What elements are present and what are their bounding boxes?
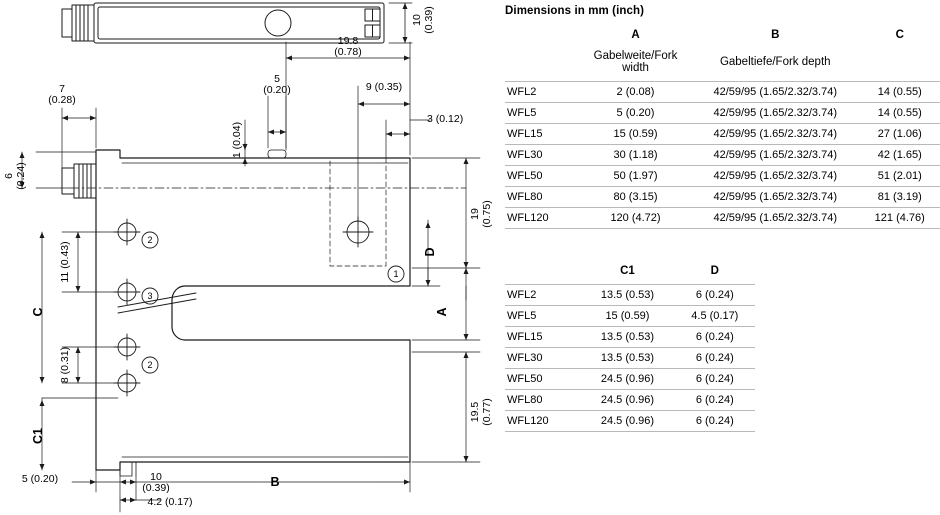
table2-r2-c1: 13.5 (0.53) [580, 327, 674, 348]
table2-r3-c2: 6 (0.24) [675, 348, 755, 369]
dim-6 [20, 152, 97, 188]
table2-r6-c0: WFL120 [505, 411, 580, 432]
dimensions-table-abc [505, 27, 940, 229]
dim-label-42: 4.2 (0.17) [147, 496, 193, 508]
table1-r4-c2: 42/59/95 (1.65/2.32/3.74) [691, 166, 860, 187]
dim-label-top-height-inch: (0.39) [423, 6, 435, 34]
table1-r1-c3: 14 (0.55) [860, 103, 940, 124]
table-row [505, 306, 755, 327]
table-row [505, 369, 755, 390]
table1-r3-c3: 42 (1.65) [860, 145, 940, 166]
callout-2a: 2 [147, 235, 153, 245]
dim-label-7-inch: (0.28) [48, 94, 76, 106]
table1-col2-subheader: Gabeltiefe/Fork depth [719, 56, 831, 68]
table1-r5-c0: WFL80 [505, 187, 580, 208]
table1-r2-c3: 27 (1.06) [860, 124, 940, 145]
top-view-connector [62, 5, 94, 41]
table1-r2-c0: WFL15 [505, 124, 580, 145]
table1-r0-c2: 42/59/95 (1.65/2.32/3.74) [691, 82, 860, 103]
dim-label-11: 11 (0.43) [59, 241, 71, 283]
dim-label-3: 3 (0.12) [427, 113, 464, 125]
dim-1 [243, 120, 248, 166]
callout-3: 3 [147, 291, 153, 301]
table1-r3-c2: 42/59/95 (1.65/2.32/3.74) [691, 145, 860, 166]
dim-label-top-height: 10 [411, 14, 423, 26]
table1-r4-c3: 51 (2.01) [860, 166, 940, 187]
table1-r2-c1: 15 (0.59) [580, 124, 691, 145]
table2-r3-c1: 13.5 (0.53) [580, 348, 674, 369]
dim-label-6-inch: (0.24) [15, 162, 27, 190]
bottom-detail [120, 462, 136, 476]
table1-r5-c2: 42/59/95 (1.65/2.32/3.74) [691, 187, 860, 208]
table1-header-row [505, 27, 940, 48]
table-gap [505, 229, 940, 263]
table1-col1-subheader: Gabelweite/Fork width [593, 50, 678, 74]
table-row [505, 208, 940, 229]
fork-slit-marks [118, 293, 196, 313]
table2-r0-c0: WFL2 [505, 285, 580, 306]
table2-r5-c2: 6 (0.24) [675, 390, 755, 411]
table1-col2-header: B [771, 29, 780, 41]
dim-198 [286, 42, 410, 155]
dim-label-6: 6 [3, 173, 15, 179]
dim-label-C: C [31, 307, 45, 317]
table-row [505, 187, 940, 208]
table1-col0-subheader [505, 48, 580, 82]
dim-label-D: D [423, 247, 437, 257]
dim-label-198: 19.8 [337, 35, 359, 47]
table1-r0-c1: 2 (0.08) [580, 82, 691, 103]
table2-r6-c2: 6 (0.24) [675, 411, 755, 432]
table1-r1-c1: 5 (0.20) [580, 103, 691, 124]
table1-col1-header: A [631, 29, 640, 41]
dim-5b [268, 96, 286, 148]
table2-r2-c0: WFL15 [505, 327, 580, 348]
table2-r1-c1: 15 (0.59) [580, 306, 674, 327]
table2-r6-c1: 24.5 (0.96) [580, 411, 674, 432]
table1-r3-c0: WFL30 [505, 145, 580, 166]
dim-label-19: 19 [469, 208, 481, 220]
fork-inner-lines [122, 150, 408, 457]
dim-A [412, 268, 480, 340]
table2-r3-c0: WFL30 [505, 348, 580, 369]
table2-r0-c2: 6 (0.24) [675, 285, 755, 306]
dim-label-10-inch: (0.39) [142, 482, 170, 494]
table1-r6-c1: 120 (4.72) [580, 208, 691, 229]
table1-r5-c3: 81 (3.19) [860, 187, 940, 208]
dim-label-10: 10 [150, 471, 162, 483]
dim-10 [120, 476, 136, 500]
table2-col1-header: C1 [620, 265, 635, 277]
table-row [505, 411, 755, 432]
table2-r4-c1: 24.5 (0.96) [580, 369, 674, 390]
table-row [505, 124, 940, 145]
table2-r4-c2: 6 (0.24) [675, 369, 755, 390]
dim-3 [386, 120, 430, 158]
dimensions-table-c1d [505, 263, 755, 432]
table-row [505, 348, 755, 369]
table1-r2-c2: 42/59/95 (1.65/2.32/3.74) [691, 124, 860, 145]
table1-r6-c3: 121 (4.76) [860, 208, 940, 229]
table2-r5-c0: WFL80 [505, 390, 580, 411]
table1-col3-subheader [860, 48, 940, 82]
dim-label-5b: 5 [274, 73, 280, 85]
dim-label-195: 19.5 [469, 401, 481, 423]
table-row [505, 103, 940, 124]
table2-col0-header [505, 263, 580, 285]
dim-label-C1: C1 [31, 428, 45, 444]
table1-r4-c1: 50 (1.97) [580, 166, 691, 187]
table1-r6-c2: 42/59/95 (1.65/2.32/3.74) [691, 208, 860, 229]
dim-7 [62, 108, 96, 170]
table2-r1-c2: 4.5 (0.17) [675, 306, 755, 327]
table2-r1-c0: WFL5 [505, 306, 580, 327]
dim-C1 [40, 398, 119, 470]
table2-r2-c2: 6 (0.24) [675, 327, 755, 348]
table1-subheader-row [505, 48, 940, 82]
callout-1: 1 [393, 269, 399, 279]
dim-top-height [389, 3, 412, 43]
table2-r4-c0: WFL50 [505, 369, 580, 390]
front-view-connector [62, 164, 96, 198]
table1-r6-c0: WFL120 [505, 208, 580, 229]
fork-body-outline [96, 150, 410, 470]
table1-r0-c0: WFL2 [505, 82, 580, 103]
dimension-tables [505, 0, 940, 515]
table1-col0-header [505, 27, 580, 48]
table2-header-row [505, 263, 755, 285]
dim-label-B: B [270, 475, 280, 489]
tables-title: Dimensions in mm (inch) [505, 5, 645, 17]
dim-label-A: A [435, 307, 449, 317]
dim-label-19-inch: (0.75) [481, 200, 493, 228]
table1-r0-c3: 14 (0.55) [860, 82, 940, 103]
table-row [505, 145, 940, 166]
callout-markers [142, 232, 404, 373]
table1-r3-c1: 30 (1.18) [580, 145, 691, 166]
table-row [505, 82, 940, 103]
table1-r4-c0: WFL50 [505, 166, 580, 187]
callout-2b: 2 [147, 360, 153, 370]
dim-label-195-inch: (0.77) [481, 398, 493, 426]
table2-r5-c1: 24.5 (0.96) [580, 390, 674, 411]
dim-9 [358, 86, 410, 222]
dim-label-9: 9 (0.35) [365, 81, 403, 93]
dim-label-5a: 5 (0.20) [21, 473, 59, 485]
table2-r0-c1: 13.5 (0.53) [580, 285, 674, 306]
table1-r1-c2: 42/59/95 (1.65/2.32/3.74) [691, 103, 860, 124]
table1-r1-c0: WFL5 [505, 103, 580, 124]
dim-label-198-inch: (0.78) [334, 46, 362, 58]
dim-label-8: 8 (0.31) [59, 346, 71, 384]
table-row [505, 166, 940, 187]
dim-label-5b-inch: (0.20) [263, 84, 291, 96]
table-row [505, 327, 755, 348]
table-row [505, 285, 755, 306]
table1-r5-c1: 80 (3.15) [580, 187, 691, 208]
dim-5a [72, 470, 120, 512]
dim-label-1: 1 (0.04) [231, 121, 243, 159]
table-row [505, 390, 755, 411]
table2-col2-header: D [710, 265, 719, 277]
table1-col3-header: C [895, 29, 904, 41]
dim-label-7: 7 [59, 83, 65, 95]
